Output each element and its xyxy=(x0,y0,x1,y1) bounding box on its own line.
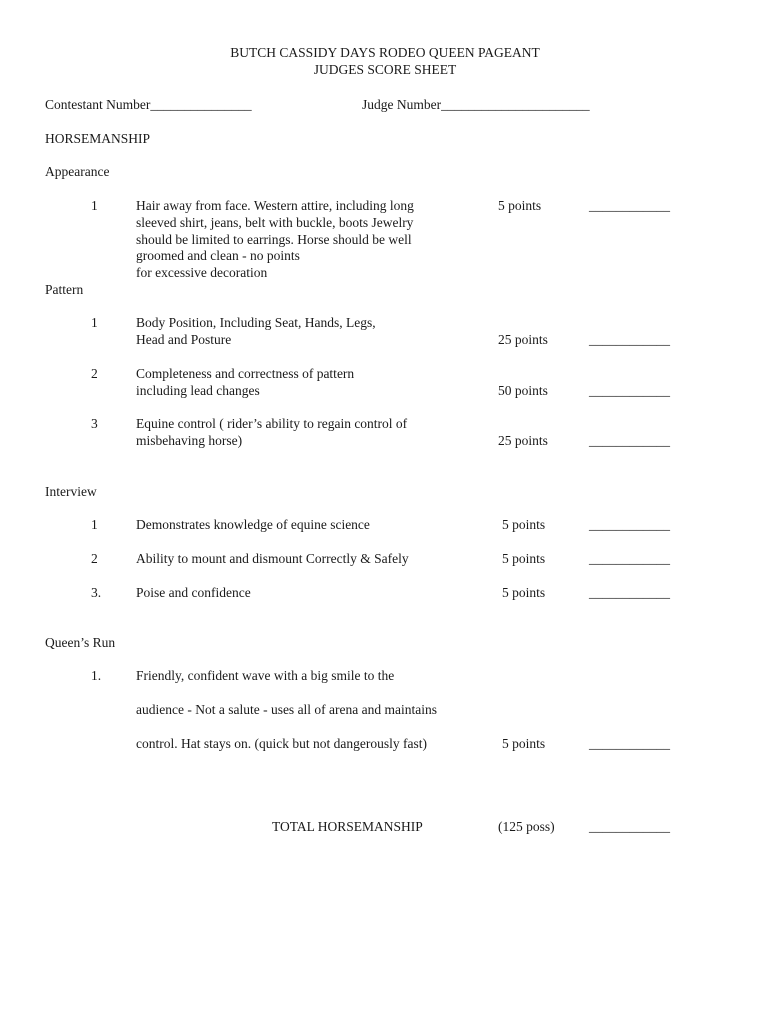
appearance-item-points: 5 points xyxy=(498,198,542,213)
queens-run-item-number: 1. xyxy=(91,668,102,683)
total-score-blank: ____________ xyxy=(589,819,670,834)
score-blank: ____________ xyxy=(589,332,670,347)
interview-item-text: Ability to mount and dismount Correctly & Safely xyxy=(136,551,409,566)
interview-item-number: 1 xyxy=(91,517,98,532)
score-blank: ____________ xyxy=(589,198,670,213)
pattern-item-number: 3 xyxy=(91,416,98,431)
appearance-item-line: should be limited to earrings. Horse should be well xyxy=(136,232,412,247)
appearance-item-line: groomed and clean - no points xyxy=(136,248,300,263)
score-blank: ____________ xyxy=(589,585,670,600)
appearance-item-line: for excessive decoration xyxy=(136,265,268,280)
pattern-item-line: Head and Posture xyxy=(136,332,232,347)
page-title: BUTCH CASSIDY DAYS RODEO QUEEN PAGEANT xyxy=(230,45,540,60)
section-heading: HORSEMANSHIP xyxy=(45,131,151,146)
interview-item-number: 2 xyxy=(91,551,98,566)
appearance-item-line: sleeved shirt, jeans, belt with buckle, boots Jewelry xyxy=(136,215,414,230)
interview-item-points: 5 points xyxy=(502,551,546,566)
pattern-item-line: Equine control ( rider’s ability to regain control of xyxy=(136,416,408,431)
interview-item-points: 5 points xyxy=(502,517,546,532)
score-blank: ____________ xyxy=(589,551,670,566)
pattern-heading: Pattern xyxy=(45,282,84,297)
appearance-heading: Appearance xyxy=(45,164,110,179)
contestant-number-field: Contestant Number_______________ xyxy=(45,97,252,112)
queens-run-item-line: Friendly, confident wave with a big smile to the xyxy=(136,668,395,683)
queens-run-item-points: 5 points xyxy=(502,736,546,751)
interview-heading: Interview xyxy=(45,484,97,499)
score-blank: ____________ xyxy=(589,517,670,532)
pattern-item-line: misbehaving horse) xyxy=(136,433,243,448)
pattern-item-number: 1 xyxy=(91,315,98,330)
pattern-item-line: Body Position, Including Seat, Hands, Legs, xyxy=(136,315,376,330)
queens-run-item-line: control. Hat stays on. (quick but not dangerously fast) xyxy=(136,736,427,751)
score-blank: ____________ xyxy=(589,433,670,448)
interview-item-text: Demonstrates knowledge of equine science xyxy=(136,517,370,532)
pattern-item-points: 50 points xyxy=(498,383,548,398)
score-blank: ____________ xyxy=(589,736,670,751)
appearance-item-number: 1 xyxy=(91,198,98,213)
total-label: TOTAL HORSEMANSHIP xyxy=(272,819,423,834)
pattern-item-line: Completeness and correctness of pattern xyxy=(136,366,355,381)
queens-run-item-line: audience - Not a salute - uses all of arena and maintains xyxy=(136,702,438,717)
judge-number-field: Judge Number______________________ xyxy=(362,97,590,112)
score-blank: ____________ xyxy=(589,383,670,398)
pattern-item-number: 2 xyxy=(91,366,98,381)
appearance-item-line: Hair away from face. Western attire, including long xyxy=(136,198,414,213)
interview-item-number: 3. xyxy=(91,585,102,600)
interview-item-points: 5 points xyxy=(502,585,546,600)
queens-run-heading: Queen’s Run xyxy=(45,635,116,650)
interview-item-text: Poise and confidence xyxy=(136,585,251,600)
page-subtitle: JUDGES SCORE SHEET xyxy=(313,62,457,77)
total-possible: (125 poss) xyxy=(498,819,555,834)
pattern-item-points: 25 points xyxy=(498,433,548,448)
pattern-item-line: including lead changes xyxy=(136,383,260,398)
pattern-item-points: 25 points xyxy=(498,332,548,347)
